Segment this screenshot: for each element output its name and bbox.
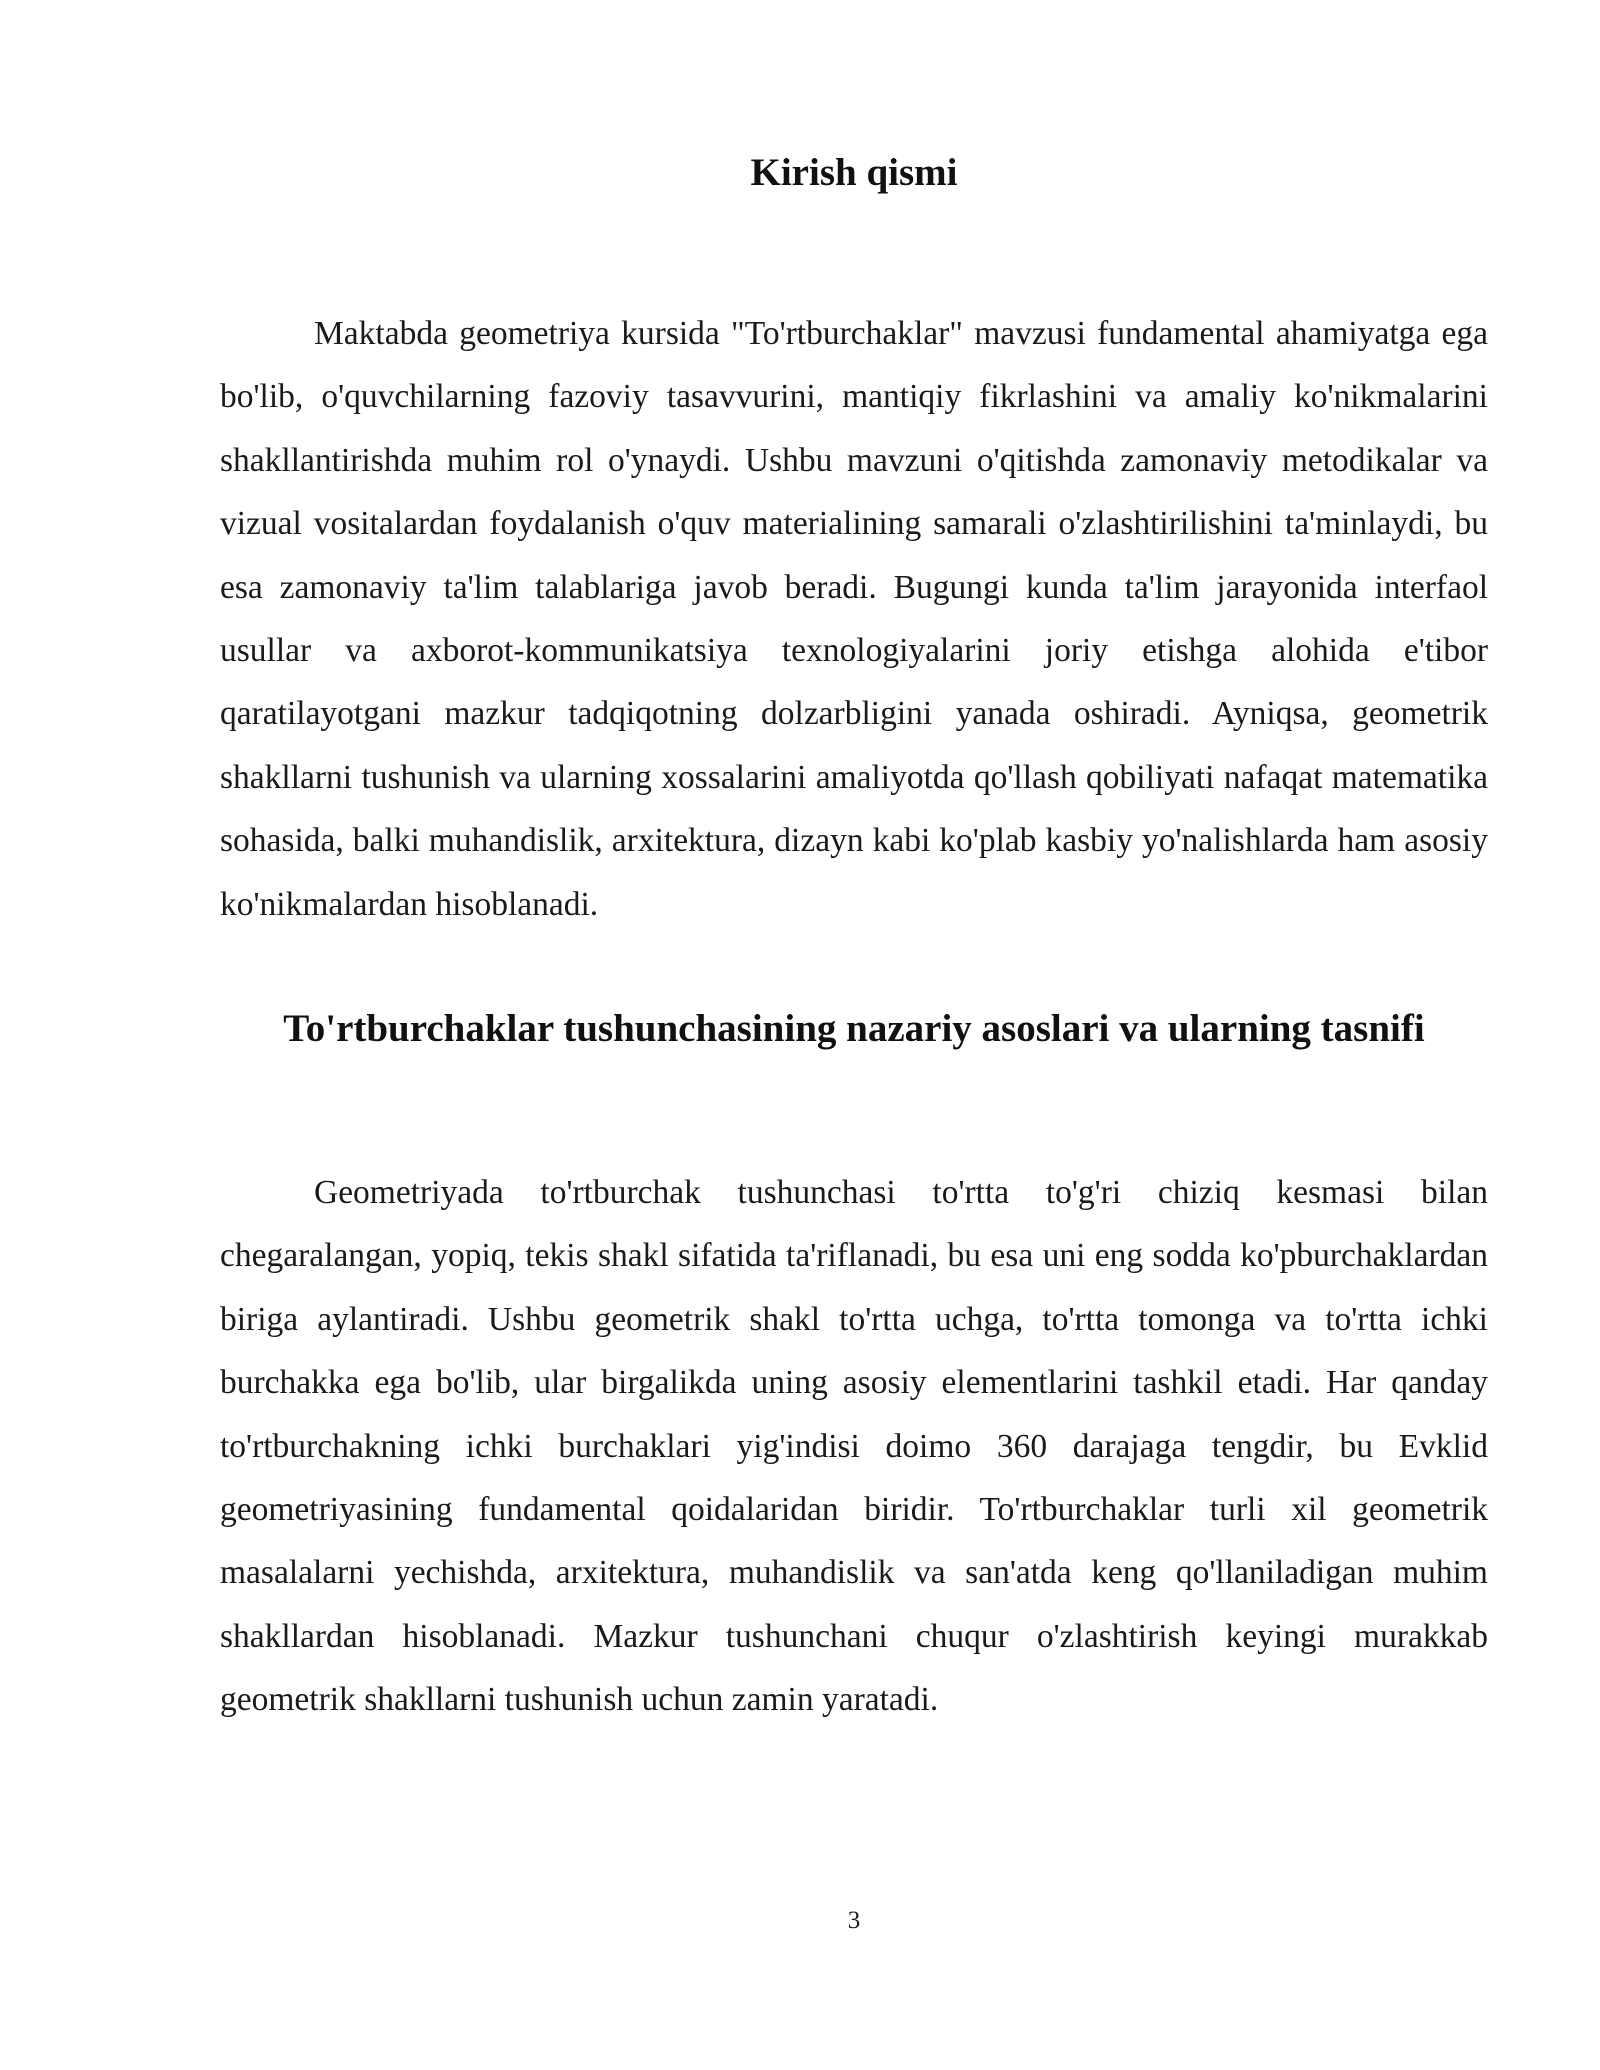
page-number: 3	[847, 1907, 861, 1934]
paragraph-introduction: Maktabda geometriya kursida "To'rtburchaklar" mavzusi fundamental ahamiyatga ega bo'lib, o'quvchilarning fazoviy tasavvurini, mantiqiy fikrlashini va amaliy ko'nikmalarini shakllantirishda muhim rol o'ynaydi. Ushbu mavzuni o'qitishda zamonaviy metodikalar va vizual vositalardan foydalanish o'quv materialining samarali o'zlashtirilishini ta'minlaydi, bu esa zamonaviy ta'lim talablariga javob beradi. Bugungi kunda ta'lim jarayonida interfaol usullar va axborot-kommunikatsiya texnologiyalarini joriy etishga alohida e'tibor qaratilayotgani mazkur tadqiqotning dolzarbligini yanada oshiradi. Ayniqsa, geometrik shakllarni tushunish va ularning xossalarini amaliyotda qo'llash qobiliyati nafaqat matematika sohasida, balki muhandislik, arxitektura, dizayn kabi ko'plab kasbiy yo'nalishlarda ham asosiy ko'nikmalardan hisoblanadi.	[220, 315, 1488, 923]
paragraph-theory: Geometriyada to'rtburchak tushunchasi to'rtta to'g'ri chiziq kesmasi bilan chegaralangan, yopiq, tekis shakl sifatida ta'riflanadi, bu esa uni eng sodda ko'pburchaklardan biriga aylantiradi. Ushbu geometrik shakl to'rtta uchga, to'rtta tomonga va to'rtta ichki burchakka ega bo'lib, ular birgalikda uning asosiy elementlarini tashkil etadi. Har qanday to'rtburchakning ichki burchaklari yig'indisi doimo 360 darajaga tengdir, bu Evklid geometriyasining fundamental qoidalaridan biridir. To'rtburchaklar turli xil geometrik masalalarni yechishda, arxitektura, muhandislik va san'atda keng qo'llaniladigan muhim shakllardan hisoblanadi. Mazkur tushunchani chuqur o'zlashtirish keyingi murakkab geometrik shakllarni tushunish uchun zamin yaratadi.	[220, 1174, 1488, 1719]
section-title-introduction: Kirish qismi	[750, 151, 958, 194]
section-title-theory: To'rtburchaklar tushunchasining nazariy asoslari va ularning tasnifi	[283, 1007, 1425, 1050]
